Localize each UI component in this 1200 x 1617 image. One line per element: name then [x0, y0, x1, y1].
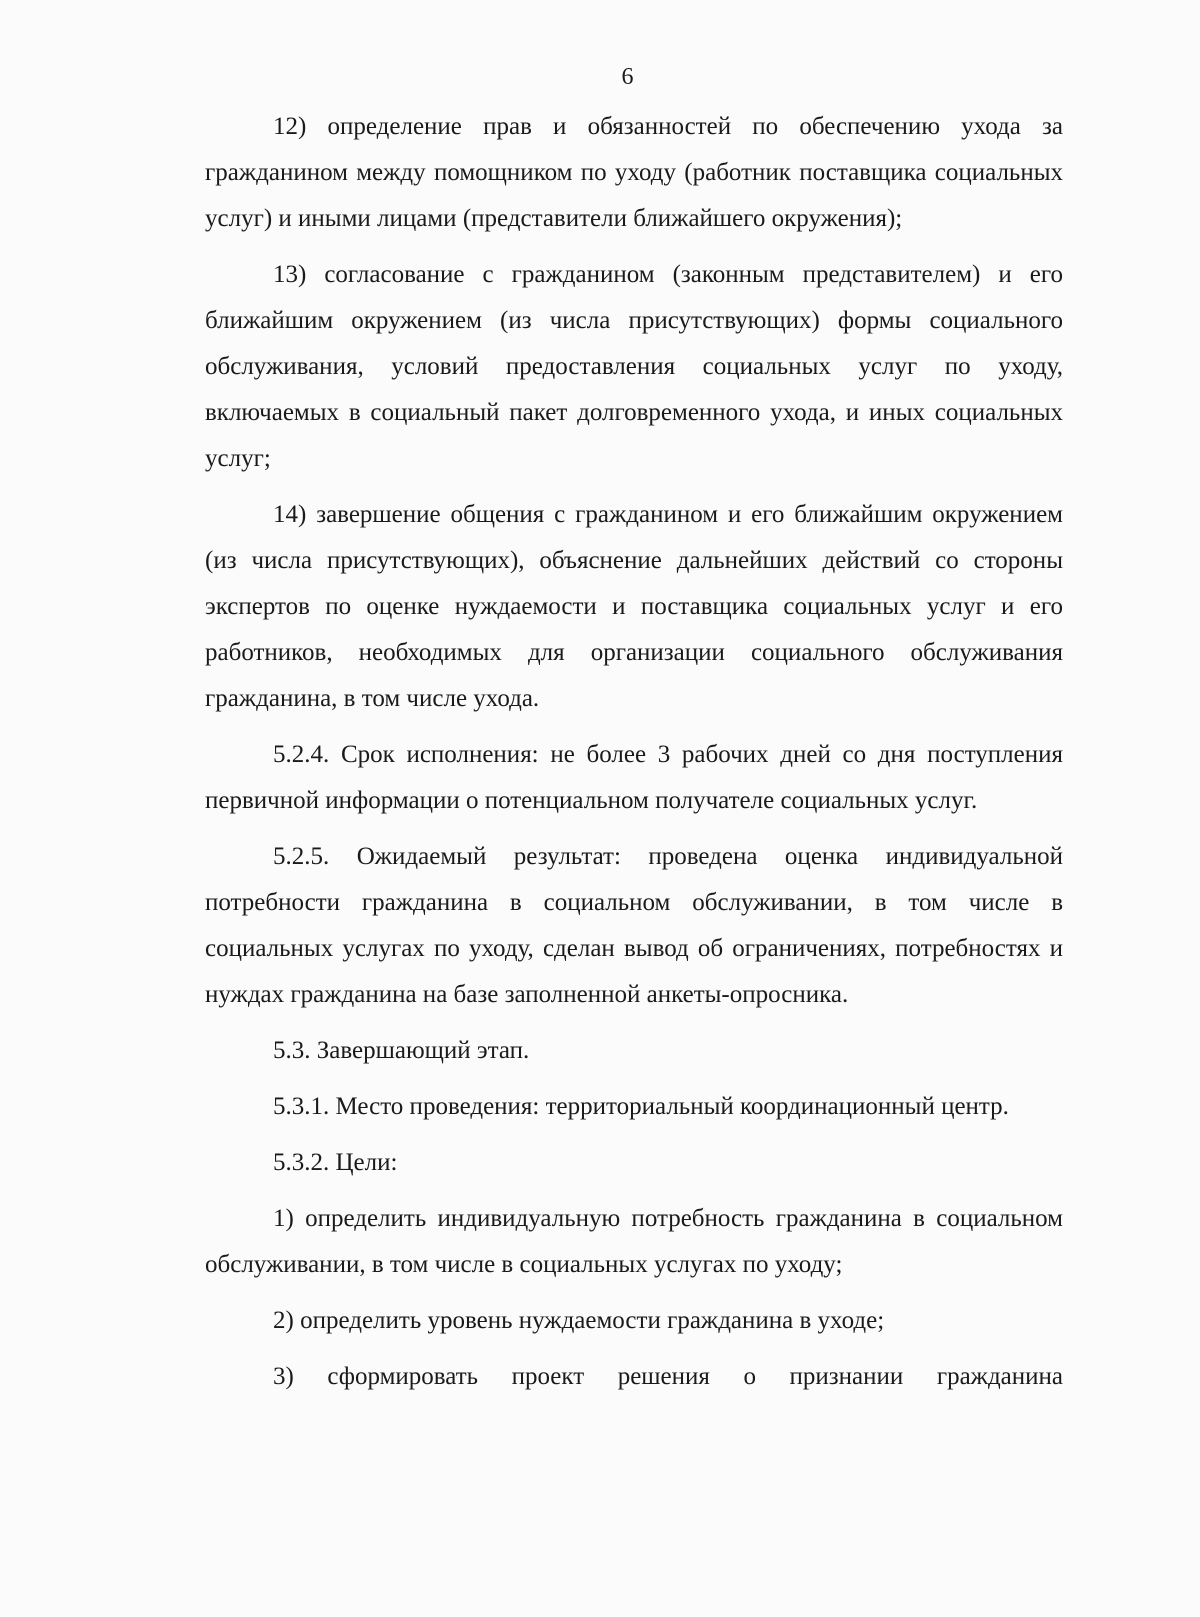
- page-number: 6: [621, 64, 634, 90]
- paragraph-item-12: 12) определение прав и обязанностей по обеспечению ухода за гражданином между помощником по уходу (работник поставщика социальных услуг) и иными лицами (представители ближайшего окружения);: [205, 113, 1063, 232]
- paragraph-5-2-5: 5.2.5. Ожидаемый результат: проведена оценка индивидуальной потребности гражданина в социальном обслуживании, в том числе в социальных услугах по уходу, сделан вывод об ограничениях, потребностях и нуждах гражданина на базе заполненной анкеты-опросника.: [205, 843, 1063, 1008]
- paragraph-5-3: 5.3. Завершающий этап.: [273, 1037, 530, 1064]
- document-body: [205, 104, 1063, 1410]
- goal-item-3: 3) сформировать проект решения о признании гражданина: [273, 1363, 1063, 1390]
- goal-item-2: 2) определить уровень нуждаемости гражданина в уходе;: [273, 1307, 885, 1334]
- paragraph-item-13: 13) согласование с гражданином (законным представителем) и его ближайшим окружением (из числа присутствующих) формы социального обслуживания, условий предоставления социальных услуг по уходу, включаемых в социальный пакет долговременного ухода, и иных социальных услуг;: [205, 261, 1063, 472]
- paragraph-5-3-2: 5.3.2. Цели:: [273, 1149, 398, 1176]
- paragraph-5-2-4: 5.2.4. Срок исполнения: не более 3 рабочих дней со дня поступления первичной информации о потенциальном получателе социальных услуг.: [205, 741, 1063, 814]
- goal-item-1: 1) определить индивидуальную потребность гражданина в социальном обслуживании, в том числе в социальных услугах по уходу;: [205, 1205, 1063, 1278]
- paragraph-item-14: 14) завершение общения с гражданином и его ближайшим окружением (из числа присутствующих), объяснение дальнейших действий со стороны экспертов по оценке нуждаемости и поставщика социальных услуг и его работников, необходимых для организации социального обслуживания гражданина, в том числе ухода.: [205, 501, 1063, 712]
- paragraph-5-3-1: 5.3.1. Место проведения: территориальный координационный центр.: [273, 1093, 1009, 1120]
